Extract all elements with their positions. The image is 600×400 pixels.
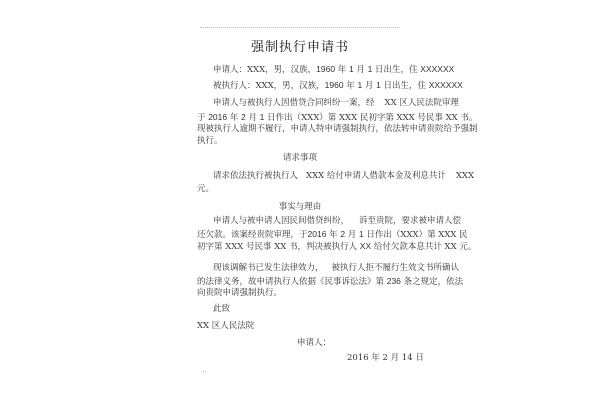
requests-line-2: 元。 [197,184,215,194]
facts-para2-line-1: 现该调解书已发生法律效力， 被执行人拒不履行生效文书所确认 [213,263,460,273]
facts-heading: 事实与理由 [278,202,322,212]
facts-line-1: 申请人与被申请人因民间借贷纠纷， 诉至贵院，要求被申请人偿 [213,216,462,226]
facts-para2-line-2: 的法律义务，故申请执行人依据《民事诉讼法》第 236 条之规定，依法 [197,276,464,287]
document-title: 强制执行申请书 [250,40,349,55]
intro-line-2: 于 2016 年 2 月 1 日作出（XXX）第 XXX 民初字第 XXX 号民事 XX 书。 [197,112,478,123]
facts-line-3: 初字第 XXX 号民事 XX 书，判决被执行人 XX 给付欠款本息共计 XX 元。 [197,241,477,252]
facts-para2-line-3: 向贵院申请强制执行。 [197,288,283,298]
facts-line-2: 还欠款。该案经贵院审理，于2016 年 2 月 1 日作出（XXX）第 XXX 民 [197,229,468,240]
requests-heading: 请求事项 [282,153,317,163]
intro-line-1: 申请人与被执行人因借贷合同纠纷一案，经 XX 区人民法院审理 [213,98,459,108]
intro-line-3: 现被执行人逾期不履行，申请人特申请强制执行，依法转申请贵院给予强制 [197,124,478,134]
top-divider [200,27,400,28]
closing-signature: 申请人： [297,338,332,348]
intro-line-4: 执行。 [197,136,223,146]
closing-salutation: 此致 [213,304,231,314]
closing-date: 2016 年 2 月 14 日 [347,353,424,363]
applicant-line: 申请人：XXX，男，汉族，1960 年 1 月 1 日出生，住 XXXXXX [213,64,455,75]
page-dot [203,371,204,372]
closing-court: XX 区人民法院 [197,321,255,331]
requests-line-1: 请求依法执行被执行人 XXX 给付申请人借款本金及利息共计 XXX [213,171,475,181]
respondent-line: 被执行人：XXX，男，汉族，1960 年 1 月 1 日出生，住 XXXXXX [213,80,463,91]
